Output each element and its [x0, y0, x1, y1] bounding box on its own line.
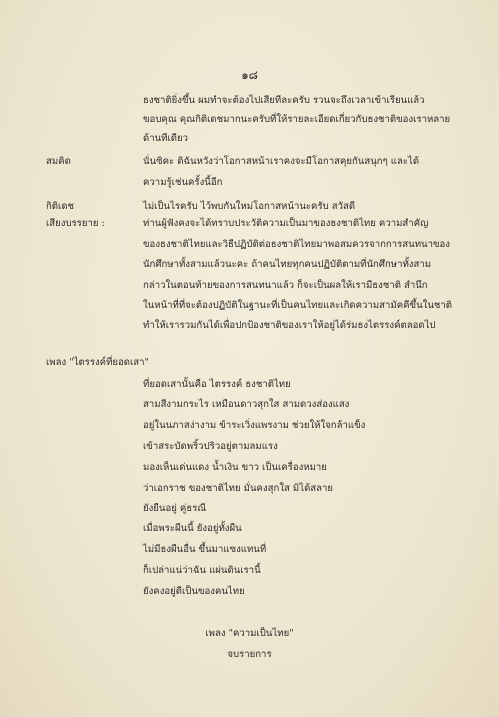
lyric-line: ที่ยอดเสานั้นคือ ไตรรงค์ ธงชาติไทย [143, 379, 291, 390]
lyric-line: ก็เปล่าแน่ว่าฉัน แผ่นดินเรานี้ [143, 565, 261, 576]
dialogue-line: ขอบคุณ คุณกิติเดชมากนะครับที่ให้รายละเอียดเกี่ยวกับธงชาติของเราหลาย [143, 114, 451, 125]
lyric-line: ไม่มีธงผืนอื่น ขึ้นมาแซงแทนที่ [143, 544, 267, 555]
dialogue-line: ไม่เป็นไรครับ ไว้พบกันใหม่โอกาสหน้านะครับ สวัสดี [143, 201, 356, 212]
dialogue-line: นั่นซิคะ ดิฉันหวังว่าโอกาสหน้าเราคงจะมีโอกาสคุยกันสนุกๆ และได้ [143, 156, 420, 167]
lyric-line: มองเห็นเด่นแดง น้ำเงิน ขาว เป็นเครื่องหมาย [143, 462, 327, 473]
lyric-line: อยู่ในนภาสง่างาม ข้าระเวิ่งแพรงาม ช่วยให้ใจกล้าแข็ง [143, 420, 366, 431]
lyric-line: สามสีงามกระไร เหมือนดาวสุกใส สามดวงส่องแสง [143, 399, 350, 410]
dialogue-line: ความรู้เช่นครั้งนี้อีก [143, 177, 223, 188]
dialogue-line: ทำให้เรารวมกันได้เพื่อปกป้องชาติของเราให้อยู่ได้ร่มธงไตรรงค์ตลอดไป [143, 320, 436, 331]
dialogue-line: ธงชาติยิ่งขึ้น ผมทำจะต้องไปเสียทีละครับ รวนจะถึงเวลาเข้าเรียนแล้ว [143, 95, 425, 106]
song-title: เพลง "ไตรรงค์ที่ยอดเสา" [46, 357, 149, 368]
speaker-label: สมคิด [46, 156, 71, 167]
lyric-line: ยังคงอยู่ดีเป็นของคนไทย [143, 586, 245, 597]
speaker-label: กิติเดช [46, 201, 75, 212]
page-number: ๑๘ [241, 68, 258, 82]
dialogue-line: ด้านทีเดียว [143, 133, 189, 144]
dialogue-line: นักศึกษาทั้งสามแล้วนะคะ ถ้าคนไทยทุกคนปฏิบัติตามที่นักศึกษาทั้งสาม [143, 259, 432, 270]
dialogue-line: ในหน้าที่ที่จะต้องปฏิบัติในฐานะที่เป็นคนไทยและเกิดความสามัคคีขึ้นในชาติ [143, 300, 453, 311]
speaker-label: เสียงบรรยาย : [46, 218, 105, 229]
dialogue-line: กล่าวในตอนท้ายของการสนทนาแล้ว ก็จะเป็นผลให้เรามีธงชาติ สำนึก [143, 280, 428, 291]
dialogue-line: ท่านผู้ฟังคงจะได้ทราบประวัติความเป็นมาของธงชาติไทย ความสำคัญ [143, 218, 429, 229]
lyric-line: ว่าเอกราช ของชาติไทย มั่นคงสุกใส มิได้สลาย [143, 483, 334, 494]
lyric-line: เข้าสระบัดพริ้วปริวอยู่ตามลมแรง [143, 441, 278, 452]
end-of-program: จบรายการ [227, 649, 272, 660]
lyric-line: ยังยืนอยู่ คู่ธรณี [143, 503, 207, 514]
dialogue-line: ของธงชาติไทยและวิธีปฏิบัติต่อธงชาติไทยมาพอสมควรจากการสนทนาของ [143, 239, 450, 250]
closing-song: เพลง "ความเป็นไทย" [205, 628, 294, 639]
lyric-line: เมื่อพระผืนนี้ ยังอยู่ทั้งผืน [143, 523, 242, 534]
